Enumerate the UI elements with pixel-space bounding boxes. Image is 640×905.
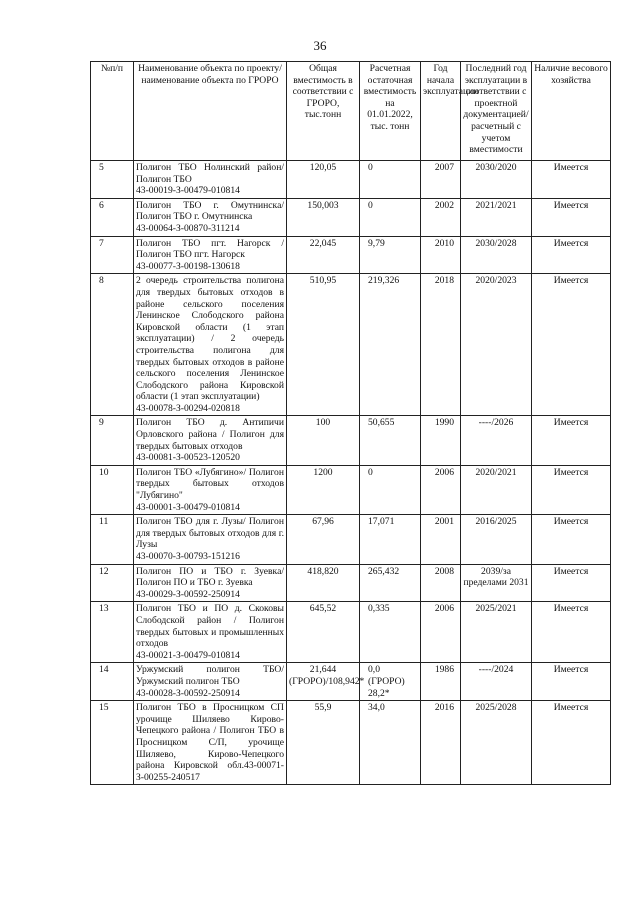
residual-capacity: 219,326 [360, 274, 421, 416]
object-name: Полигон ТБО и ПО д. Скоковы Слободской район / Полигон твердых бытовых и промышленных отходов 43-00021-З-00479-010814 [134, 602, 287, 663]
last-year: 2025/2028 [461, 701, 532, 785]
residual-capacity: 0 [360, 198, 421, 236]
table-row [91, 198, 611, 236]
header-last-year: Последний год эксплуатации в соответствии с проектной документацией/ расчетный с учетом вместимости [461, 62, 532, 161]
weighing-status: Имеется [532, 701, 611, 785]
weighing-status: Имеется [532, 198, 611, 236]
total-capacity: 510,95 [287, 274, 360, 416]
last-year: 2039/за пределами 2031 [461, 564, 532, 602]
weighing-status: Имеется [532, 161, 611, 199]
last-year: 2025/2021 [461, 602, 532, 663]
residual-capacity: 34,0 [360, 701, 421, 785]
row-number: 5 [91, 161, 134, 199]
header-capacity: Общая вместимость в соответствии с ГРОРО, тыс.тонн [287, 62, 360, 161]
start-year: 1990 [421, 416, 461, 465]
row-number: 11 [91, 515, 134, 564]
total-capacity: 100 [287, 416, 360, 465]
table-row [91, 663, 611, 701]
object-name: Полигон ТБО Нолинский район/ Полигон ТБО 43-00019-З-00479-010814 [134, 161, 287, 199]
table-row [91, 465, 611, 514]
table-row [91, 701, 611, 785]
header-start-year: Год начала эксплуатации [421, 62, 461, 161]
start-year: 2007 [421, 161, 461, 199]
weighing-status: Имеется [532, 236, 611, 274]
row-number: 6 [91, 198, 134, 236]
table-row [91, 236, 611, 274]
start-year: 2018 [421, 274, 461, 416]
start-year: 2006 [421, 465, 461, 514]
residual-capacity: 0 [360, 465, 421, 514]
object-name: Полигон ТБО в Просницком СП урочище Шиляево Кирово-Чепецкого района / Полигон ТБО в Просницком С/П, урочище Шиляево, Кирово-Чепецкого района Кировской обл.43-00071-З-00255-240517 [134, 701, 287, 785]
row-number: 8 [91, 274, 134, 416]
last-year: ----/2026 [461, 416, 532, 465]
row-number: 9 [91, 416, 134, 465]
residual-capacity: 17,071 [360, 515, 421, 564]
row-number: 12 [91, 564, 134, 602]
last-year: 2030/2020 [461, 161, 532, 199]
table-row [91, 274, 611, 416]
start-year: 2006 [421, 602, 461, 663]
header-row [91, 62, 611, 161]
total-capacity: 120,05 [287, 161, 360, 199]
residual-capacity: 50,655 [360, 416, 421, 465]
total-capacity: 55,9 [287, 701, 360, 785]
residual-capacity: 0,335 [360, 602, 421, 663]
residual-capacity: 0 [360, 161, 421, 199]
weighing-status: Имеется [532, 515, 611, 564]
object-name: Уржумский полигон ТБО/ Уржумский полигон ТБО 43-00028-З-00592-250914 [134, 663, 287, 701]
header-name: Наименование объекта по проекту/ наименование объекта по ГРОРО [134, 62, 287, 161]
table-row [91, 602, 611, 663]
object-name: Полигон ТБО пгт. Нагорск / Полигон ТБО пгт. Нагорск 43-00077-З-00198-130618 [134, 236, 287, 274]
weighing-status: Имеется [532, 663, 611, 701]
weighing-status: Имеется [532, 465, 611, 514]
total-capacity: 22,045 [287, 236, 360, 274]
object-name: Полигон ПО и ТБО г. Зуевка/ Полигон ПО и ТБО г. Зуевка 43-00029-З-00592-250914 [134, 564, 287, 602]
start-year: 2001 [421, 515, 461, 564]
total-capacity: 67,96 [287, 515, 360, 564]
landfill-table [90, 61, 611, 785]
row-number: 15 [91, 701, 134, 785]
last-year: 2020/2021 [461, 465, 532, 514]
total-capacity: 21,644 (ГРОРО)/108,942* [287, 663, 360, 701]
total-capacity: 1200 [287, 465, 360, 514]
weighing-status: Имеется [532, 564, 611, 602]
residual-capacity: 0,0 (ГРОРО) 28,2* [360, 663, 421, 701]
start-year: 2010 [421, 236, 461, 274]
header-weighing: Наличие весового хозяйства [532, 62, 611, 161]
start-year: 2008 [421, 564, 461, 602]
weighing-status: Имеется [532, 274, 611, 416]
object-name: Полигон ТБО г. Омутнинска/ Полигон ТБО г. Омутнинска 43-00064-З-00870-311214 [134, 198, 287, 236]
row-number: 7 [91, 236, 134, 274]
row-number: 10 [91, 465, 134, 514]
weighing-status: Имеется [532, 416, 611, 465]
object-name: Полигон ТБО для г. Лузы/ Полигон для твердых бытовых отходов для г. Лузы 43-00070-З-00793-151216 [134, 515, 287, 564]
object-name: Полигон ТБО д. Антипичи Орловского района / Полигон для твердых бытовых отходов 43-00081-З-00523-120520 [134, 416, 287, 465]
table-row [91, 564, 611, 602]
weighing-status: Имеется [532, 602, 611, 663]
last-year: 2016/2025 [461, 515, 532, 564]
start-year: 1986 [421, 663, 461, 701]
total-capacity: 645,52 [287, 602, 360, 663]
total-capacity: 418,820 [287, 564, 360, 602]
start-year: 2002 [421, 198, 461, 236]
row-number: 14 [91, 663, 134, 701]
last-year: 2030/2028 [461, 236, 532, 274]
object-name: Полигон ТБО «Лубягино»/ Полигон твердых бытовых отходов "Лубягино" 43-00001-З-00479-010814 [134, 465, 287, 514]
header-residual: Расчетная остаточная вместимость на 01.01.2022, тыс. тонн [360, 62, 421, 161]
last-year: ----/2024 [461, 663, 532, 701]
table-row [91, 515, 611, 564]
table-row [91, 161, 611, 199]
page-number: 36 [313, 38, 327, 53]
row-number: 13 [91, 602, 134, 663]
residual-capacity: 9,79 [360, 236, 421, 274]
table-row [91, 416, 611, 465]
header-num: №п/п [91, 62, 134, 161]
last-year: 2021/2021 [461, 198, 532, 236]
total-capacity: 150,003 [287, 198, 360, 236]
last-year: 2020/2023 [461, 274, 532, 416]
object-name: 2 очередь строительства полигона для твердых бытовых отходов в районе сельского поселения Ленинское Слободского района Кировской области (1 этап эксплуатации) / 2 очередь строительства полигона для твердых бытовых отходов в районе сельского поселения Ленинское Слободского района Кировской области (1 этап эксплуатации) 43-00078-З-00294-020818 [134, 274, 287, 416]
residual-capacity: 265,432 [360, 564, 421, 602]
start-year: 2016 [421, 701, 461, 785]
